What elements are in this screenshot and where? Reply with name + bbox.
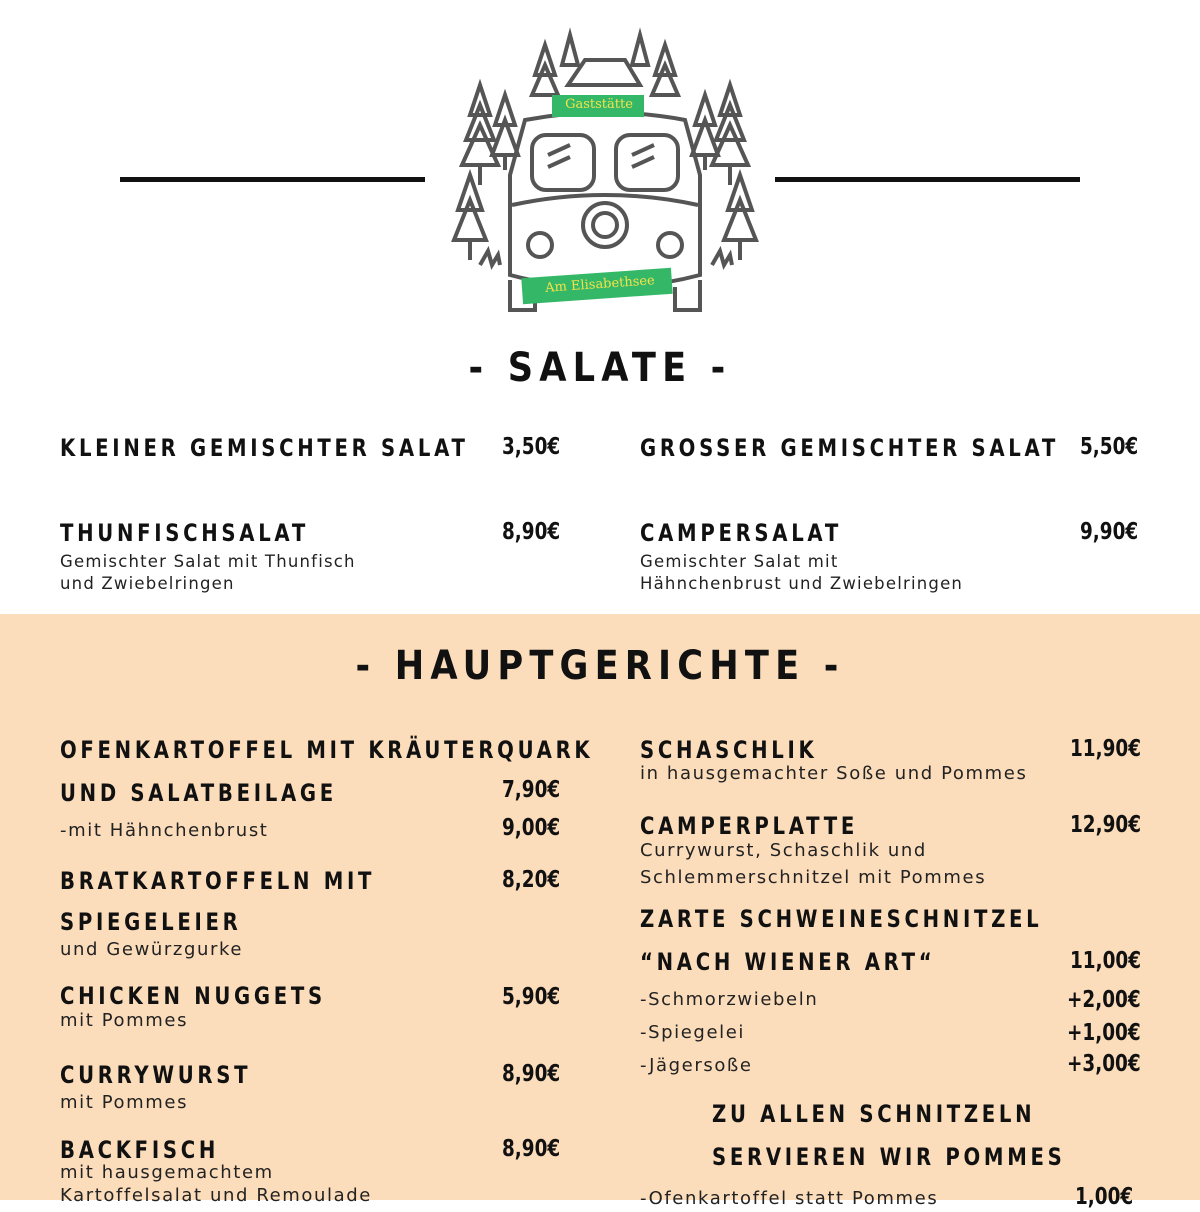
salat-thunfisch-desc2: und Zwiebelringen [60, 574, 235, 593]
schnitzel-extra-label: -Jägersoße [640, 1055, 753, 1076]
backfisch-name: BACKFISCH [60, 1136, 219, 1164]
chicken-nuggets-price: 5,90€ [502, 984, 561, 1010]
salat-grosser-price: 5,50€ [1080, 434, 1139, 460]
schnitzel-extra-label: -Schmorzwiebeln [640, 989, 819, 1010]
ofenkartoffel-line1: OFENKARTOFFEL MIT KRÄUTERQUARK [60, 736, 594, 764]
backfisch-desc2: Kartoffelsalat und Remoulade [60, 1185, 372, 1206]
chicken-nuggets-desc: mit Pommes [60, 1010, 189, 1031]
salat-kleiner-name: KLEINER GEMISCHTER SALAT [60, 434, 469, 462]
salat-thunfisch-price: 8,90€ [502, 519, 561, 545]
camperplatte-name: CAMPERPLATTE [640, 812, 858, 840]
ofenkartoffel-extra: -mit Hähnchenbrust [60, 820, 269, 841]
ofenkartoffel-extra-price: 9,00€ [502, 815, 561, 841]
logo-bottom-text: Am Elisabethsee [544, 273, 656, 296]
ofenkartoffel-swap-label: -Ofenkartoffel statt Pommes [640, 1188, 939, 1209]
camperplatte-price: 12,90€ [1070, 812, 1142, 838]
schnitzel-note-line2: SERVIEREN WIR POMMES [712, 1143, 1066, 1171]
currywurst-name: CURRYWURST [60, 1061, 252, 1089]
restaurant-logo [440, 25, 770, 335]
salat-camper-price: 9,90€ [1080, 519, 1139, 545]
salat-camper-name: CAMPERSALAT [640, 519, 842, 547]
salat-thunfisch-name: THUNFISCHSALAT [60, 519, 309, 547]
ofenkartoffel-swap-price: 1,00€ [1075, 1184, 1134, 1210]
currywurst-price: 8,90€ [502, 1061, 561, 1087]
schnitzel-price: 11,00€ [1070, 948, 1142, 974]
hauptgerichte-heading: - HAUPTGERICHTE - [355, 643, 845, 689]
camperplatte-desc2: Schlemmerschnitzel mit Pommes [640, 867, 987, 888]
bratkartoffeln-line1: BRATKARTOFFELN MIT [60, 867, 376, 895]
schnitzel-line1: ZARTE SCHWEINESCHNITZEL [640, 905, 1043, 933]
salat-thunfisch-desc1: Gemischter Salat mit Thunfisch [60, 552, 356, 571]
header-rule-right [775, 177, 1080, 182]
salate-heading: - SALATE - [468, 345, 732, 391]
schaschlik-desc: in hausgemachter Soße und Pommes [640, 763, 1028, 784]
currywurst-desc: mit Pommes [60, 1092, 189, 1113]
bratkartoffeln-line2: SPIEGELEIER [60, 908, 242, 936]
schnitzel-note-line1: ZU ALLEN SCHNITZELN [712, 1100, 1036, 1128]
schaschlik-price: 11,90€ [1070, 736, 1142, 762]
schnitzel-extra-price: +2,00€ [1067, 987, 1141, 1013]
schnitzel-extra-label: -Spiegelei [640, 1022, 745, 1043]
backfisch-desc1: mit hausgemachtem [60, 1162, 274, 1183]
camperplatte-desc1: Currywurst, Schaschlik und [640, 840, 927, 861]
header-rule-left [120, 177, 425, 182]
schaschlik-name: SCHASCHLIK [640, 736, 818, 764]
chicken-nuggets-name: CHICKEN NUGGETS [60, 982, 326, 1010]
schnitzel-extra-price: +3,00€ [1067, 1051, 1141, 1077]
ofenkartoffel-price: 7,90€ [502, 777, 561, 803]
bratkartoffeln-desc: und Gewürzgurke [60, 939, 244, 960]
backfisch-price: 8,90€ [502, 1136, 561, 1162]
bratkartoffeln-price: 8,20€ [502, 867, 561, 893]
ofenkartoffel-line2: UND SALATBEILAGE [60, 779, 337, 807]
salat-kleiner-price: 3,50€ [502, 434, 561, 460]
salat-camper-desc2: Hähnchenbrust und Zwiebelringen [640, 574, 964, 593]
schnitzel-extra-price: +1,00€ [1067, 1020, 1141, 1046]
logo-top-text: Gaststätte [565, 97, 633, 112]
salat-camper-desc1: Gemischter Salat mit [640, 552, 839, 571]
salat-grosser-name: GROSSER GEMISCHTER SALAT [640, 434, 1060, 462]
schnitzel-line2: “NACH WIENER ART“ [640, 948, 936, 976]
